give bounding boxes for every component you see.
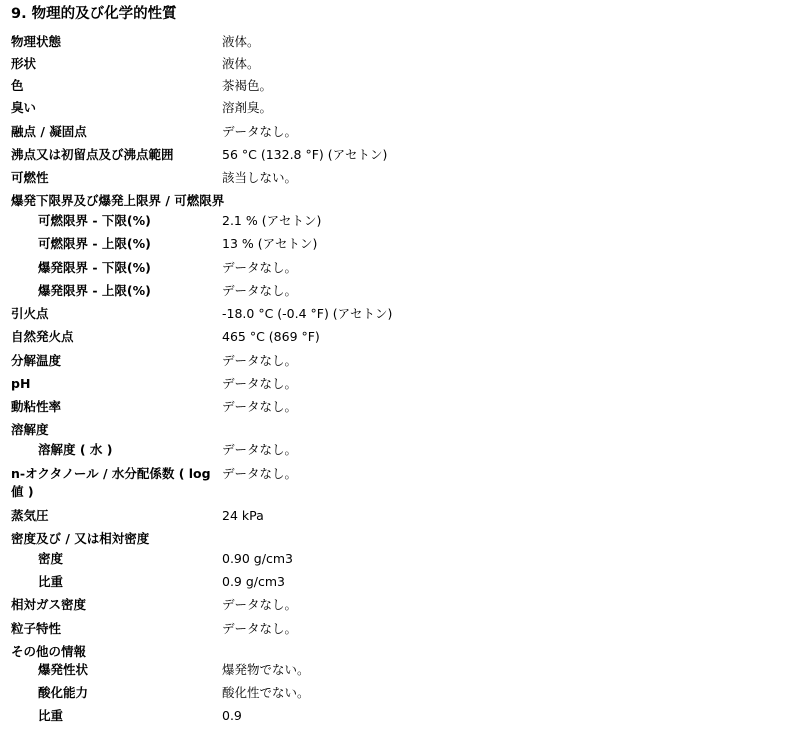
property-value: 茶褐色。 (222, 78, 273, 93)
property-row (0, 550, 800, 570)
property-value: データなし。 (222, 466, 298, 481)
property-value: データなし。 (222, 597, 298, 612)
property-row (0, 212, 800, 232)
property-row (0, 123, 800, 143)
property-label: 密度及び / 又は相対密度 (11, 531, 150, 546)
property-value: データなし。 (222, 124, 298, 139)
property-value: 24 kPa (222, 508, 264, 523)
property-value: データなし。 (222, 399, 298, 414)
property-value: 酸化性でない。 (222, 685, 310, 700)
property-label: 粒子特性 (11, 621, 62, 636)
property-label: 臭い (11, 100, 37, 115)
property-row (0, 99, 800, 119)
property-row (0, 282, 800, 302)
property-row (0, 146, 800, 166)
property-value: 爆発物でない。 (222, 662, 310, 677)
property-row (0, 55, 800, 75)
property-label: 比重 (38, 708, 64, 723)
property-value: 0.90 g/cm3 (222, 551, 293, 566)
property-label: その他の情報 (11, 644, 87, 659)
property-label: pH (11, 376, 31, 391)
property-row (0, 328, 800, 348)
property-label: n-オクタノール / 水分配係数 ( log 値 ) (11, 466, 211, 499)
property-value: データなし。 (222, 621, 298, 636)
property-label: 酸化能力 (38, 685, 89, 700)
property-value: 56 °C (132.8 °F) (アセトン) (222, 147, 388, 162)
property-value: データなし。 (222, 260, 298, 275)
property-value: 液体。 (222, 34, 260, 49)
property-value: データなし。 (222, 353, 298, 368)
property-label: 融点 / 凝固点 (11, 124, 87, 139)
property-label: 色 (11, 78, 24, 93)
property-label: 爆発限界 - 下限(%) (38, 260, 151, 275)
property-label: 可燃限界 - 上限(%) (38, 236, 151, 251)
property-label: 可燃限界 - 下限(%) (38, 213, 151, 228)
property-row (0, 573, 800, 593)
property-row (0, 398, 800, 418)
property-row (0, 169, 800, 189)
property-row (0, 352, 800, 372)
property-label: 爆発下限界及び爆発上限界 / 可燃限界 (11, 193, 225, 208)
property-row (0, 235, 800, 255)
property-row (0, 259, 800, 279)
property-label: 溶解度 (11, 422, 49, 437)
subsection-heading (0, 192, 800, 212)
property-row (0, 620, 800, 640)
property-label: 溶解度 ( 水 ) (38, 442, 113, 457)
property-label: 形状 (11, 56, 37, 71)
property-row (0, 33, 800, 53)
property-label: 分解温度 (11, 353, 62, 368)
property-label: 引火点 (11, 306, 49, 321)
property-row (0, 305, 800, 325)
subsection-heading (0, 643, 800, 663)
property-row (0, 441, 800, 461)
property-row (0, 684, 800, 704)
property-label: 密度 (38, 551, 64, 566)
property-value: データなし。 (222, 376, 298, 391)
property-label: 自然発火点 (11, 329, 74, 344)
property-label: 相対ガス密度 (11, 597, 87, 612)
property-label: 動粘性率 (11, 399, 62, 414)
property-value: データなし。 (222, 442, 298, 457)
property-label: 比重 (38, 574, 64, 589)
property-label: 蒸気圧 (11, 508, 49, 523)
property-label: 可燃性 (11, 170, 49, 185)
property-row (0, 507, 800, 527)
property-value: 0.9 g/cm3 (222, 574, 286, 589)
property-label: 沸点又は初留点及び沸点範囲 (11, 147, 174, 162)
property-value: 13 % (アセトン) (222, 236, 318, 251)
property-row (0, 375, 800, 395)
property-row (0, 596, 800, 616)
property-value: 液体。 (222, 56, 260, 71)
property-value: 溶剤臭。 (222, 100, 273, 115)
property-row (0, 77, 800, 97)
property-value: -18.0 °C (-0.4 °F) (アセトン) (222, 306, 393, 321)
property-row (0, 661, 800, 681)
subsection-heading (0, 530, 800, 550)
property-row (0, 707, 800, 727)
property-label: 物理状態 (11, 34, 62, 49)
property-label: 爆発性状 (38, 662, 89, 677)
section-title: 9. 物理的及び化学的性質 (11, 6, 177, 22)
property-value: 0.9 (222, 708, 242, 723)
property-value: 465 °C (869 °F) (222, 329, 320, 344)
property-value: データなし。 (222, 283, 298, 298)
property-label: 爆発限界 - 上限(%) (38, 283, 151, 298)
property-value: 2.1 % (アセトン) (222, 213, 322, 228)
property-value: 該当しない。 (222, 170, 298, 185)
property-row (0, 465, 800, 505)
subsection-heading (0, 421, 800, 441)
